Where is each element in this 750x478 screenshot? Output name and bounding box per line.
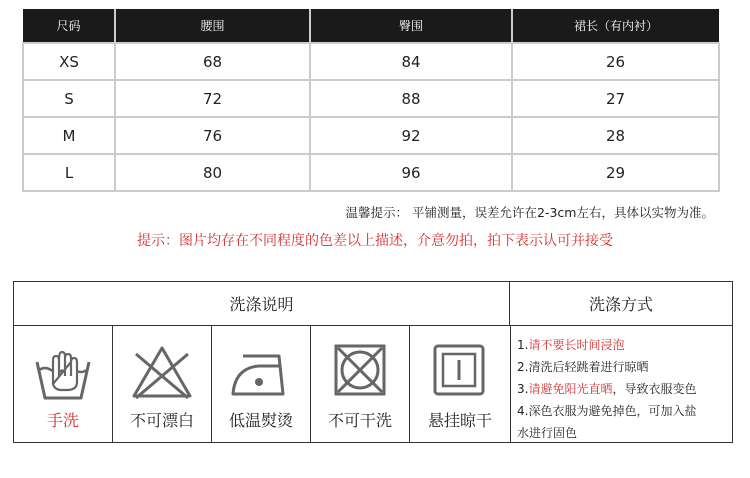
no-dry-clean-icon <box>328 342 392 402</box>
list-item: 水进行固色 <box>517 426 578 440</box>
icon-label: 低温熨烫 <box>228 411 293 430</box>
cell-waist: 68 <box>115 43 310 80</box>
cell-hip: 88 <box>310 80 512 117</box>
header-size: 尺码 <box>23 9 115 43</box>
size-table-header <box>23 9 719 43</box>
cell-length: 29 <box>512 154 719 191</box>
measurement-tip: 温馨提示： 平铺测量，误差允许在2-3cm左右，具体以实物为准。 <box>345 205 714 220</box>
header-hip: 臀围 <box>310 9 512 43</box>
cell-length: 26 <box>512 43 719 80</box>
hang-dry-icon <box>427 342 491 402</box>
table-row <box>23 43 719 80</box>
icon-label: 不可干洗 <box>327 411 392 430</box>
color-difference-tip: 提示：图片均存在不同程度的色差以上描述，介意勿拍，拍下表示认可并接受 <box>137 233 613 249</box>
list-item: 1.请不要长时间浸泡 <box>517 338 625 352</box>
cell-hip: 96 <box>310 154 512 191</box>
cell-hip: 84 <box>310 43 512 80</box>
icon-label: 手洗 <box>46 411 79 430</box>
no-bleach-icon <box>130 342 194 402</box>
header-skirt-length: 裙长（有内衬） <box>512 9 719 43</box>
list-item: 4.深色衣服为避免掉色，可加入盐 <box>517 404 697 418</box>
table-row <box>23 117 719 154</box>
wash-method-list <box>517 334 729 444</box>
cell-size: S <box>23 80 115 117</box>
wash-instructions-title: 洗涤说明 <box>14 282 510 326</box>
cell-length: 27 <box>512 80 719 117</box>
cell-waist: 76 <box>115 117 310 154</box>
cell-size: M <box>23 117 115 154</box>
list-item: 2.清洗后轻跳着进行晾晒 <box>517 360 649 374</box>
cell-waist: 80 <box>115 154 310 191</box>
icon-label: 不可漂白 <box>129 411 194 430</box>
wash-table <box>13 281 733 443</box>
wash-icon-cell <box>14 326 113 442</box>
low-iron-icon <box>229 342 293 402</box>
icon-label: 悬挂晾干 <box>427 411 492 430</box>
wash-icon-cell <box>113 326 212 442</box>
cell-hip: 92 <box>310 117 512 154</box>
cell-length: 28 <box>512 117 719 154</box>
hand-wash-icon <box>31 342 95 402</box>
wash-methods-title: 洗涤方式 <box>510 282 732 326</box>
wash-icon-cell <box>212 326 311 442</box>
wash-icon-cell <box>410 326 510 442</box>
table-row <box>23 80 719 117</box>
column-divider <box>510 326 511 442</box>
list-item: 3.请避免阳光直晒，导致衣服变色 <box>517 382 697 396</box>
size-table <box>22 9 720 192</box>
header-waist: 腰围 <box>115 9 310 43</box>
cell-size: L <box>23 154 115 191</box>
cell-size: XS <box>23 43 115 80</box>
cell-waist: 72 <box>115 80 310 117</box>
wash-icon-cell <box>311 326 410 442</box>
table-row <box>23 154 719 191</box>
